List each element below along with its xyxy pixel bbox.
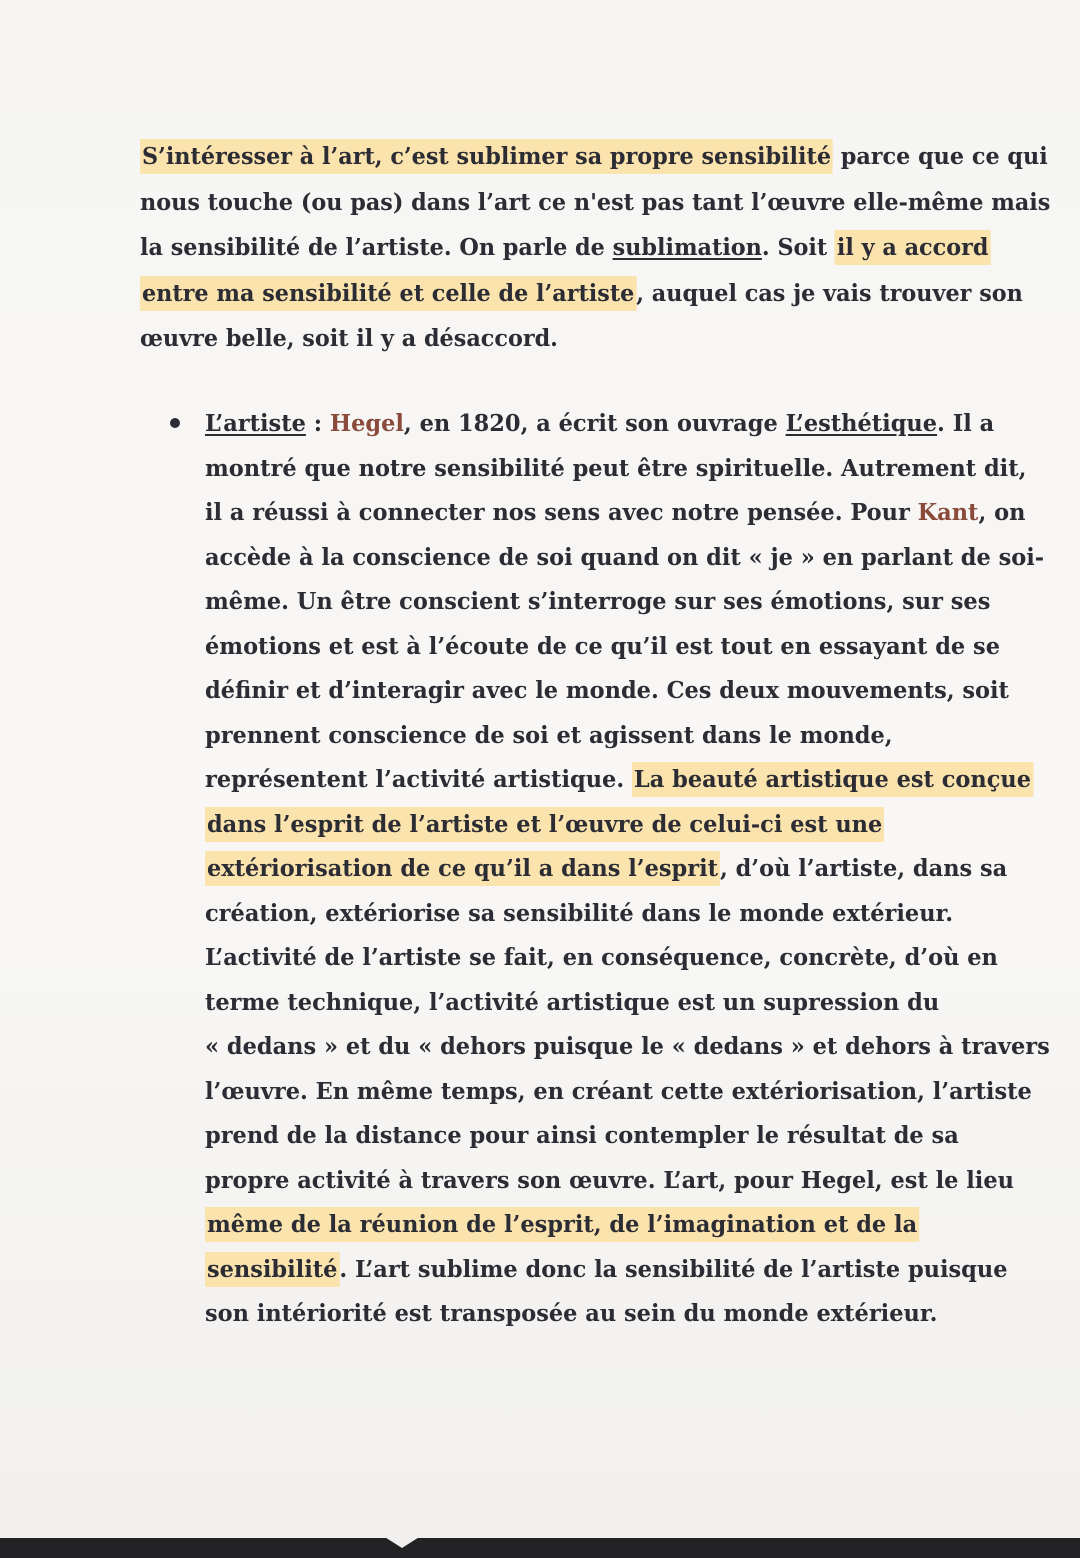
text-line: L’activité de l’artiste se fait, en conséquence, concrète, d’où en: [205, 944, 998, 971]
highlighted-text: il y a accord: [835, 230, 990, 265]
highlighted-text: La beauté artistique est conçue: [632, 762, 1033, 797]
text-line: S’intéresser à l’art, c’est sublimer sa propre sensibilité parce que ce qui: [140, 134, 1050, 180]
text-line: accède à la conscience de soi quand on dit « je » en parlant de soi-: [205, 543, 1045, 571]
philosopher-name: Hegel: [329, 410, 404, 437]
text-line: prend de la distance pour ainsi contempler le résultat de sa: [205, 1122, 959, 1149]
underlined-term: sublimation: [612, 234, 762, 262]
text-line: son intériorité est transposée au sein du monde extérieur.: [205, 1300, 938, 1327]
text-line: la sensibilité de l’artiste. On parle de sublimation. Soit il y a accord: [140, 225, 1050, 271]
section-heading-line: L’artiste : Hegel, en 1820, a écrit son ouvrage L’esthétique. Il a: [205, 410, 995, 437]
text-line: « dedans » et du « dehors puisque le « dedans » et dehors à travers: [205, 1033, 1050, 1060]
highlighted-text: sensibilité: [205, 1252, 339, 1287]
paper-corner: [380, 1534, 424, 1548]
section-label: L’artiste: [205, 410, 306, 437]
highlighted-text: même de la réunion de l’esprit, de l’imagination et de la: [205, 1207, 919, 1242]
text-line: même. Un être conscient s’interroge sur ses émotions, sur ses: [205, 588, 991, 615]
text-line: sensibilité. L’art sublime donc la sensibilité de l’artiste puisque: [205, 1248, 1050, 1293]
text-line: [205, 803, 1050, 848]
text-line: extériorisation de ce qu’il a dans l’esprit, d’où l’artiste, dans sa: [205, 847, 1050, 892]
text-line: il a réussi à connecter nos sens avec notre pensée. Pour Kant, on: [205, 499, 1026, 526]
philosopher-name: Kant: [917, 499, 979, 526]
text-line: entre ma sensibilité et celle de l’artiste, auquel cas je vais trouver son: [140, 271, 1050, 317]
text-line: montré que notre sensibilité peut être spirituelle. Autrement dit,: [205, 454, 1027, 482]
text-line: création, extériorise sa sensibilité dans le monde extérieur.: [205, 899, 954, 927]
intro-paragraph: [140, 134, 1078, 362]
text-line: émotions et est à l’écoute de ce qu’il est tout en essayant de se: [205, 632, 1001, 660]
text-line: terme technique, l’activité artistique est un supression du: [205, 988, 940, 1016]
text-line: [205, 1203, 1050, 1248]
text-line: représentent l’activité artistique. La beauté artistique est conçue: [205, 758, 1050, 803]
text-line: œuvre belle, soit il y a désaccord.: [140, 325, 558, 353]
artist-section: [205, 402, 1070, 1337]
bullet-point-icon: [170, 418, 180, 428]
book-title: L’esthétique: [785, 410, 938, 437]
highlighted-text: extériorisation de ce qu’il a dans l’esprit: [205, 851, 720, 886]
text-line: l’œuvre. En même temps, en créant cette extériorisation, l’artiste: [205, 1077, 1032, 1105]
text-line: prennent conscience de soi et agissent dans le monde,: [205, 721, 893, 749]
text-line: propre activité à travers son œuvre. L’art, pour Hegel, est le lieu: [205, 1166, 1014, 1194]
highlighted-text: dans l’esprit de l’artiste et l’œuvre de celui-ci est une: [205, 807, 884, 842]
highlighted-text: S’intéresser à l’art, c’est sublimer sa propre sensibilité: [140, 139, 833, 174]
text-line: nous touche (ou pas) dans l’art ce n'est pas tant l’œuvre elle-même mais: [140, 188, 1051, 216]
text-line: définir et d’interagir avec le monde. Ces deux mouvements, soit: [205, 677, 1009, 704]
highlighted-text: entre ma sensibilité et celle de l’artiste: [140, 276, 636, 311]
photo-background-edge: [0, 1538, 1080, 1558]
